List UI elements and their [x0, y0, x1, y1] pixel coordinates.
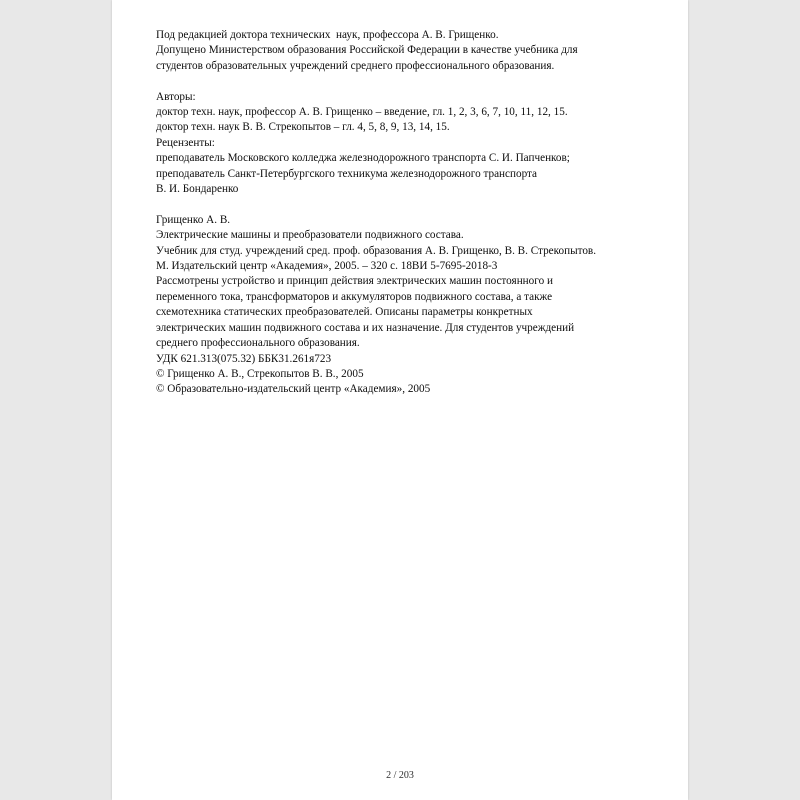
- spacer-1: [156, 74, 646, 89]
- imprint-publisher: М. Издательский центр «Академия», 2005. – 320 с. 18ВИ 5-7695-2018-3: [156, 260, 498, 273]
- document-page: [112, 0, 688, 800]
- imprint-author: Грищенко А. В.: [156, 213, 231, 226]
- spacer-2: [156, 197, 646, 212]
- annotation-line-4: электрических машин подвижного состава и их назначение. Для студентов учреждений: [156, 321, 575, 334]
- page-indicator: 2 / 203: [386, 770, 414, 781]
- copyright-line-2: © Образовательно-издательский центр «Академия», 2005: [156, 383, 431, 396]
- authors-heading: Авторы:: [156, 90, 196, 103]
- imprint-block: [156, 213, 646, 398]
- page-content: [156, 28, 646, 398]
- editorial-block: [156, 28, 646, 74]
- imprint-title: Электрические машины и преобразователи подвижного состава.: [156, 229, 464, 242]
- editorial-line-2: Допущено Министерством образования Российской Федерации в качестве учебника для: [156, 44, 578, 57]
- author-line-2: доктор техн. наук В. В. Стрекопытов – гл. 4, 5, 8, 9, 13, 14, 15.: [156, 121, 450, 134]
- authors-block: [156, 90, 646, 198]
- annotation-line-3: схемотехника статических преобразователей. Описаны параметры конкретных: [156, 306, 533, 319]
- imprint-subtitle: Учебник для студ. учреждений сред. проф. образования А. В. Грищенко, В. В. Стрекопытов.: [156, 244, 597, 257]
- reviewer-line-1: преподаватель Московского колледжа железнодорожного транспорта С. И. Папченков;: [156, 152, 570, 165]
- reviewer-line-2: преподаватель Санкт-Петербургского техникума железнодорожного транспорта: [156, 167, 538, 180]
- annotation-line-2: переменного тока, трансформаторов и аккумуляторов подвижного состава, а также: [156, 290, 553, 303]
- annotation-line-1: Рассмотрены устройство и принцип действия электрических машин постоянного и: [156, 275, 553, 288]
- editorial-line-3: студентов образовательных учреждений среднего профессионального образования.: [156, 59, 555, 72]
- reviewer-line-3: В. И. Бондаренко: [156, 183, 239, 196]
- reviewers-heading: Рецензенты:: [156, 136, 215, 149]
- author-line-1: доктор техн. наук, профессор А. В. Грищенко – введение, гл. 1, 2, 3, 6, 7, 10, 11, 12, 15.: [156, 106, 568, 119]
- annotation-line-5: среднего профессионального образования.: [156, 337, 360, 350]
- editorial-line-1: Под редакцией доктора технических наук, профессора А. В. Грищенко.: [156, 29, 499, 41]
- copyright-line-1: © Грищенко А. В., Стрекопытов В. В., 2005: [156, 367, 364, 380]
- udk-bbk-line: УДК 621.313(075.32) ББК31.261я723: [156, 352, 332, 365]
